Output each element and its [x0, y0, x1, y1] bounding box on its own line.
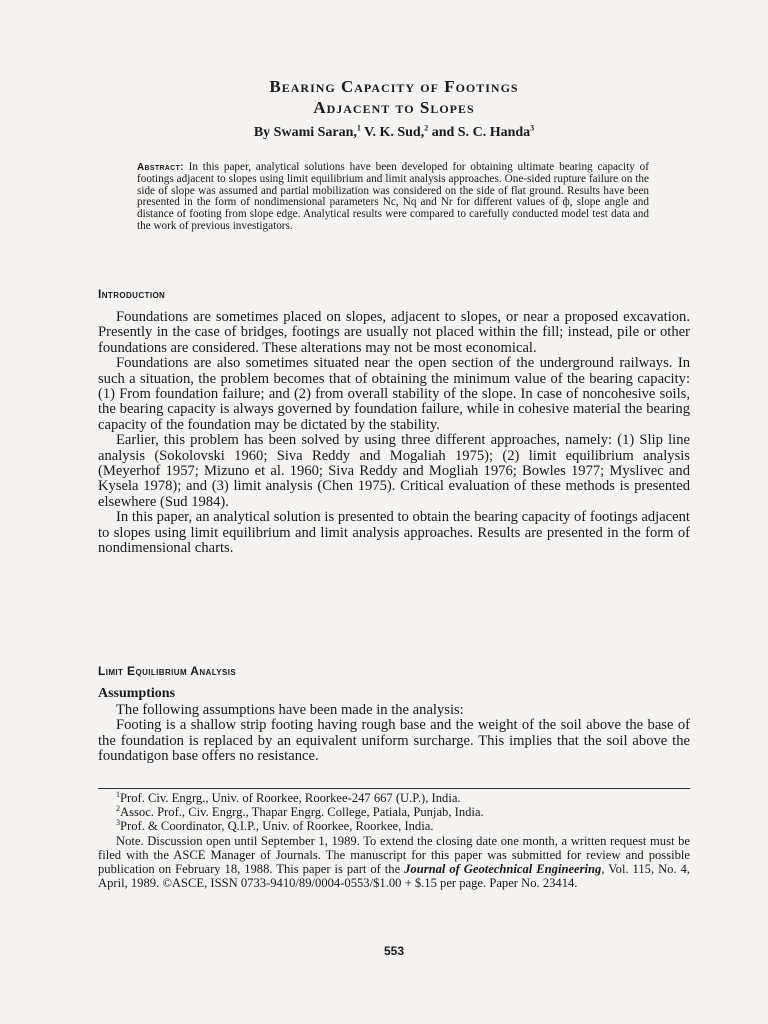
intro-paragraph-3: Earlier, this problem has been solved by using three different approaches, namely: (1) Slip line analysis (Sokolovski 1960; Siva Reddy and Mogaliah 1975); (2) limit equilibrium analysis (Meyerhof 1957; Mizuno et al. 1960; Siva Reddy and Mogliah 1976; Bowles 1977; Myslivec and Kysela 1978); and (3) limit analysis (Chen 1975). Critical evaluation of these methods is presented elsewhere (Sud 1984). [98, 432, 690, 510]
author-2-mark: 2 [424, 123, 429, 133]
footnote-2-text: Assoc. Prof., Civ. Engrg., Thapar Engrg. College, Patiala, Punjab, India. [120, 805, 484, 820]
assumptions-body [98, 703, 690, 765]
author-line [98, 125, 690, 141]
author-3-mark: 3 [530, 123, 535, 133]
paper-title [98, 76, 690, 118]
footnote-rule [98, 788, 690, 789]
assumptions-paragraph-1: The following assumptions have been made in the analysis: [116, 702, 464, 718]
footnote-1 [98, 791, 690, 805]
footnotes [98, 791, 690, 890]
authors-prefix: By [253, 125, 274, 140]
author-2: V. K. Sud, [360, 125, 425, 140]
title-line-2: Adjacent to Slopes [313, 98, 475, 117]
abstract [137, 162, 649, 233]
abstract-label: Abstract: [137, 162, 184, 173]
publication-note [98, 834, 690, 891]
heading-introduction: Introduction [98, 287, 166, 301]
note-text-b: , Vol. 115, No. 4, April, 1989. ©ASCE, ISSN 0733-9410/89/0004-0553/$1.00 + $.15 per page. Paper No. 23414. [98, 862, 690, 891]
title-line-1: Bearing Capacity of Footings [269, 77, 519, 96]
footnote-1-text: Prof. Civ. Engrg., Univ. of Roorkee, Roorkee-247 667 (U.P.), India. [120, 791, 461, 805]
author-1: Swami Saran, [273, 125, 357, 140]
footnote-3 [98, 819, 690, 833]
footnote-2-mark: 2 [116, 804, 120, 814]
abstract-text: In this paper, analytical solutions have been developed for obtaining ultimate bearing capacity of footings adjacent to slopes using limit equilibrium and limit analysis approaches. One-sided rupture failure on the side of slope was assumed and partial mobilization was considered on the side of flat ground. Results have been presented in the form of nondimensional parameters Nc, Nq and Nr for different values of ф, slope angle and distance of footing from slope edge. Analytical results were compared to carefully conducted model test data and the work of previous investigators. [137, 161, 650, 232]
assumptions-paragraph-2: Footing is a shallow strip footing having rough base and the weight of the soil above the base of the foundation is replaced by an equivalent uniform surcharge. This implies that the soil above the foundatigon base offers no resistance. [98, 717, 690, 765]
journal-name: Journal of Geotechnical Engineering [404, 862, 602, 877]
intro-paragraph-4: In this paper, an analytical solution is presented to obtain the bearing capacity of footings adjacent to slopes using limit equilibrium and limit analysis approaches. Results are presented in the form of nondimensional charts. [98, 509, 690, 557]
footnote-2 [98, 805, 690, 819]
footnote-1-mark: 1 [116, 789, 120, 799]
note-text-a: Note. Discussion open until September 1, 1989. To extend the closing date one month, a written request must be filed with the ASCE Manager of Journals. The manuscript for this paper was submitted for review and possible publication on February 18, 1988. This paper is part of the [98, 833, 690, 877]
footnote-3-mark: 3 [116, 818, 120, 828]
intro-paragraph-1: Foundations are sometimes placed on slopes, adjacent to slopes, or near a proposed excavation. Presently in the case of bridges, footings are usually not placed within the fill; instead, pile or other foundations are considered. These alterations may not be most economical. [98, 309, 690, 356]
author-1-mark: 1 [356, 123, 361, 133]
author-3: and S. C. Handa [428, 125, 531, 140]
intro-paragraph-2: Foundations are also sometimes situated near the open section of the underground railways. In such a situation, the problem becomes that of obtaining the minimum value of the bearing capacity: (1) From foundation failure; and (2) from overall stability of the slope. In case of noncohesive soils, the bearing capacity is always governed by foundation failure, while in cohesive material the bearing capacity of the foundation may be dictated by the stability. [98, 355, 690, 433]
page-number: 553 [383, 944, 405, 958]
introduction-body [98, 310, 690, 557]
heading-limit-equilibrium: Limit Equilibrium Analysis [98, 664, 237, 678]
footnote-3-text: Prof. & Coordinator, Q.I.P., Univ. of Roorkee, Roorkee, India. [120, 819, 434, 834]
heading-assumptions: Assumptions [98, 686, 176, 701]
